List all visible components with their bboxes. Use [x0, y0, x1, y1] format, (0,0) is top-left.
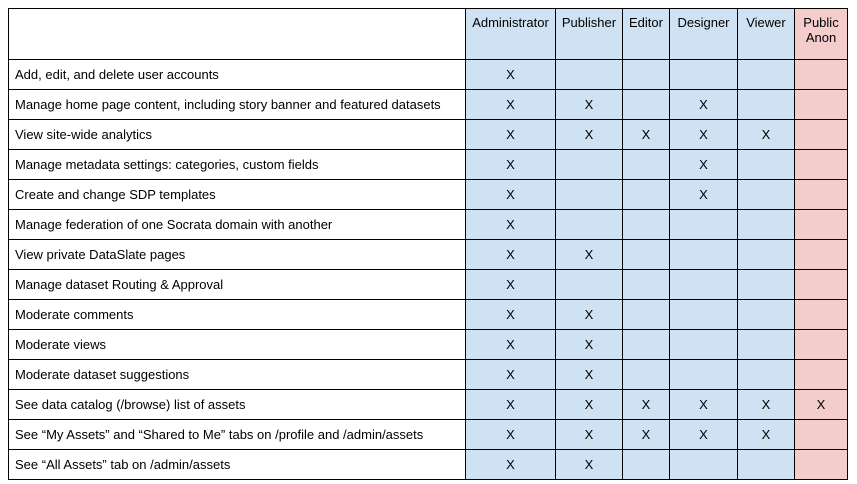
permission-granted-cell: X [556, 90, 623, 120]
table-row [9, 450, 848, 480]
column-header-label: Viewer [746, 15, 786, 30]
permission-granted-cell: X [556, 330, 623, 360]
table-row [9, 210, 848, 240]
permission-label: Manage dataset Routing & Approval [9, 270, 466, 300]
permissions-table [8, 8, 848, 480]
table-row [9, 420, 848, 450]
permission-empty-cell [556, 60, 623, 90]
permission-empty-cell [738, 270, 795, 300]
permission-granted-cell: X [670, 120, 738, 150]
permission-granted-cell: X [466, 150, 556, 180]
table-row [9, 300, 848, 330]
table-row [9, 180, 848, 210]
permission-label: Manage home page content, including story banner and featured datasets [9, 90, 466, 120]
permission-granted-cell: X [556, 360, 623, 390]
permission-empty-cell [623, 360, 670, 390]
column-header-publisher [556, 9, 623, 60]
permission-label: View site-wide analytics [9, 120, 466, 150]
column-header-designer [670, 9, 738, 60]
permission-empty-cell [670, 330, 738, 360]
permission-empty-cell [623, 90, 670, 120]
permission-empty-cell [795, 120, 848, 150]
permission-empty-cell [738, 360, 795, 390]
permission-empty-cell [738, 60, 795, 90]
permission-granted-cell: X [466, 420, 556, 450]
permission-label: Create and change SDP templates [9, 180, 466, 210]
permission-label: View private DataSlate pages [9, 240, 466, 270]
permission-empty-cell [623, 180, 670, 210]
table-row [9, 330, 848, 360]
permission-label: See “My Assets” and “Shared to Me” tabs on /profile and /admin/assets [9, 420, 466, 450]
permission-empty-cell [795, 240, 848, 270]
permission-label: Moderate comments [9, 300, 466, 330]
permission-empty-cell [623, 450, 670, 480]
permission-empty-cell [556, 180, 623, 210]
permission-empty-cell [623, 210, 670, 240]
permission-empty-cell [623, 60, 670, 90]
permission-granted-cell: X [623, 420, 670, 450]
permission-label: Manage metadata settings: categories, custom fields [9, 150, 466, 180]
permission-granted-cell: X [795, 390, 848, 420]
permission-granted-cell: X [556, 120, 623, 150]
permission-empty-cell [738, 450, 795, 480]
column-header-editor [623, 9, 670, 60]
permission-granted-cell: X [670, 150, 738, 180]
permission-empty-cell [795, 300, 848, 330]
table-row [9, 150, 848, 180]
permission-granted-cell: X [466, 90, 556, 120]
permission-granted-cell: X [466, 300, 556, 330]
column-header-label: Publisher [561, 15, 617, 30]
permission-empty-cell [795, 90, 848, 120]
permission-granted-cell: X [466, 450, 556, 480]
column-header-label: Editor [629, 15, 663, 30]
permission-empty-cell [623, 240, 670, 270]
table-body [9, 60, 848, 480]
permission-granted-cell: X [466, 390, 556, 420]
permission-empty-cell [795, 150, 848, 180]
permission-empty-cell [623, 270, 670, 300]
permission-empty-cell [795, 180, 848, 210]
permission-granted-cell: X [466, 210, 556, 240]
permission-empty-cell [670, 270, 738, 300]
permission-empty-cell [670, 360, 738, 390]
permission-empty-cell [670, 210, 738, 240]
permission-empty-cell [623, 330, 670, 360]
permission-empty-cell [623, 300, 670, 330]
permission-granted-cell: X [466, 60, 556, 90]
permission-empty-cell [738, 180, 795, 210]
permission-granted-cell: X [556, 300, 623, 330]
permission-empty-cell [556, 270, 623, 300]
permission-granted-cell: X [556, 450, 623, 480]
permission-granted-cell: X [738, 420, 795, 450]
permission-granted-cell: X [466, 240, 556, 270]
permission-empty-cell [795, 210, 848, 240]
permission-granted-cell: X [466, 270, 556, 300]
permission-granted-cell: X [738, 120, 795, 150]
permission-empty-cell [738, 300, 795, 330]
permission-empty-cell [556, 150, 623, 180]
permission-granted-cell: X [670, 90, 738, 120]
permission-empty-cell [738, 90, 795, 120]
permission-granted-cell: X [466, 180, 556, 210]
permission-granted-cell: X [670, 180, 738, 210]
table-row [9, 240, 848, 270]
permission-granted-cell: X [556, 420, 623, 450]
permission-empty-cell [670, 450, 738, 480]
permission-granted-cell: X [466, 360, 556, 390]
table-row [9, 390, 848, 420]
table-row [9, 360, 848, 390]
permission-empty-cell [738, 210, 795, 240]
permission-empty-cell [795, 450, 848, 480]
permission-empty-cell [795, 330, 848, 360]
permission-label: Moderate dataset suggestions [9, 360, 466, 390]
permission-granted-cell: X [738, 390, 795, 420]
permission-empty-cell [738, 330, 795, 360]
permission-empty-cell [795, 270, 848, 300]
permission-empty-cell [556, 210, 623, 240]
column-header-label: Administrator [472, 15, 549, 30]
permission-empty-cell [623, 150, 670, 180]
table-row [9, 60, 848, 90]
column-header-administrator [466, 9, 556, 60]
table-row [9, 270, 848, 300]
permission-empty-cell [795, 60, 848, 90]
permission-label: Moderate views [9, 330, 466, 360]
header-corner-cell [9, 9, 466, 60]
permission-granted-cell: X [670, 390, 738, 420]
permission-empty-cell [670, 60, 738, 90]
permission-label: See data catalog (/browse) list of assets [9, 390, 466, 420]
column-header-public-anon [795, 9, 848, 60]
column-header-viewer [738, 9, 795, 60]
permission-empty-cell [670, 240, 738, 270]
permission-label: Add, edit, and delete user accounts [9, 60, 466, 90]
permission-label: Manage federation of one Socrata domain with another [9, 210, 466, 240]
column-header-label: Public Anon [803, 15, 839, 45]
permission-empty-cell [670, 300, 738, 330]
permission-label: See “All Assets” tab on /admin/assets [9, 450, 466, 480]
permission-granted-cell: X [556, 390, 623, 420]
permission-granted-cell: X [466, 120, 556, 150]
header-row [9, 9, 848, 60]
permission-empty-cell [738, 150, 795, 180]
permission-empty-cell [738, 240, 795, 270]
table-row [9, 90, 848, 120]
permission-empty-cell [795, 360, 848, 390]
table-row [9, 120, 848, 150]
permission-granted-cell: X [623, 390, 670, 420]
permission-granted-cell: X [670, 420, 738, 450]
column-header-label: Designer [677, 15, 730, 30]
permission-empty-cell [795, 420, 848, 450]
permission-granted-cell: X [556, 240, 623, 270]
permission-granted-cell: X [623, 120, 670, 150]
permission-granted-cell: X [466, 330, 556, 360]
